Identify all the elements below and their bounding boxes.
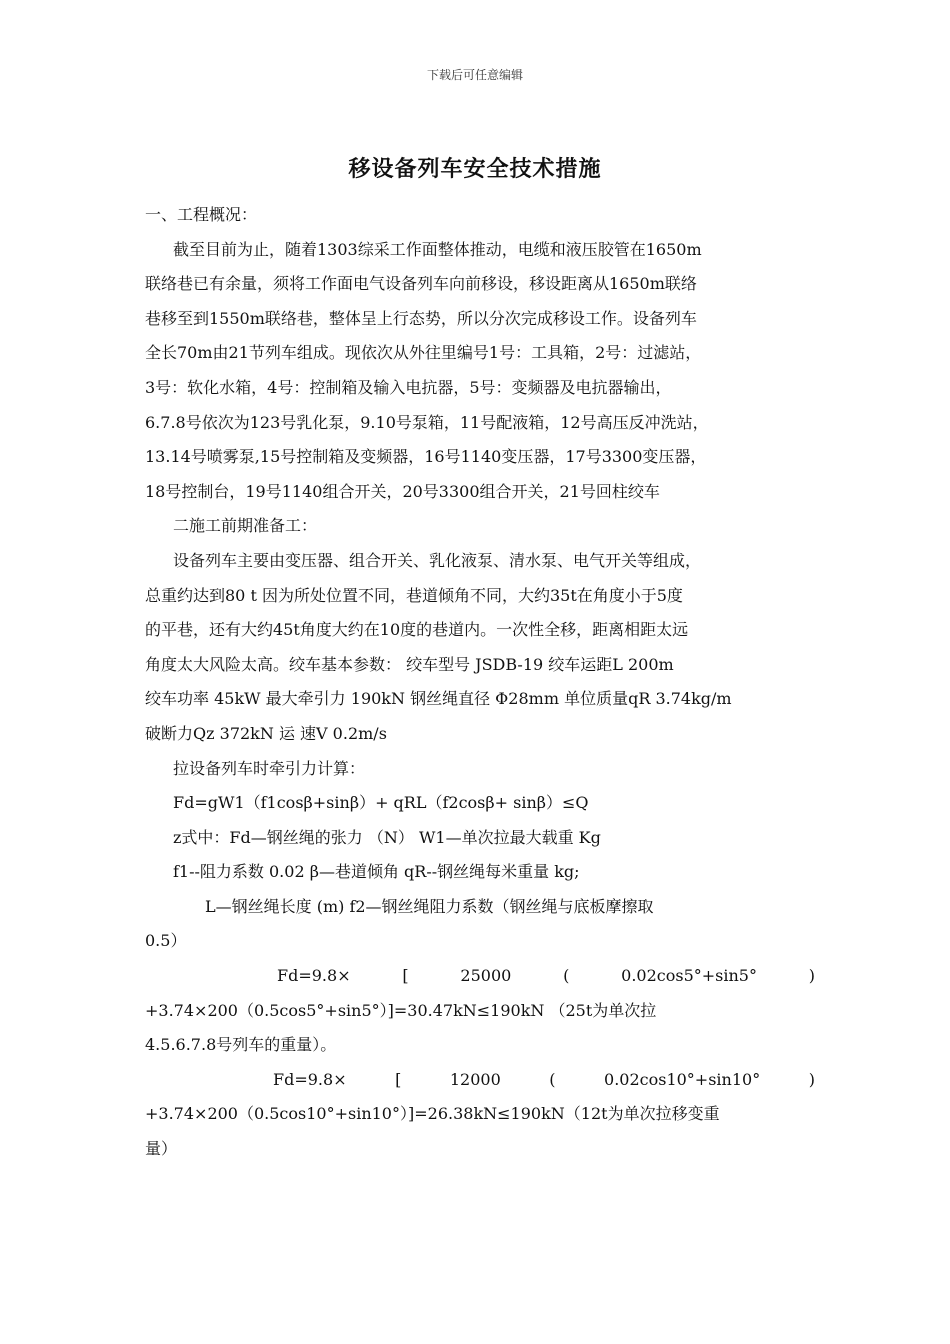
paragraph-line: 4.5.6.7.8号列车的重量）。 <box>145 1035 337 1055</box>
paragraph-line: f1--阻力系数 0.02 β—巷道倾角 qR--钢丝绳每米重量 kg; <box>173 862 580 882</box>
paragraph-line: L—钢丝绳长度 (m) f2—钢丝绳阻力系数（钢丝绳与底板摩擦取 <box>205 896 654 916</box>
formula-line <box>145 959 815 994</box>
formula-part: ( <box>563 966 570 986</box>
paragraph-line: 联络巷已有余量，须将工作面电气设备列车向前移设，移设距离从1650m联络 <box>145 274 697 294</box>
formula-part: 0.02cos10°+sin10° <box>604 1069 761 1089</box>
section-heading: 二施工前期准备工： <box>173 516 318 536</box>
paragraph-line: 拉设备列车时牵引力计算： <box>173 758 366 778</box>
formula-part: [ <box>395 1069 402 1089</box>
formula-part: 0.02cos5°+sin5° <box>621 966 757 986</box>
paragraph-line: 6.7.8号依次为123号乳化泵，9.10号泵箱，11号配液箱，12号高压反冲洗站， <box>145 412 709 432</box>
paragraph-line: 18号控制台，19号1140组合开关，20号3300组合开关，21号回柱绞车 <box>145 481 660 501</box>
paragraph-line: 3号：软化水箱，4号：控制箱及输入电抗器，5号：变频器及电抗器输出， <box>145 377 672 397</box>
paragraph-line: 巷移至到1550m联络巷，整体呈上行态势，所以分次完成移设工作。设备列车 <box>145 308 697 328</box>
formula-part: ( <box>549 1069 556 1089</box>
formula-part: ) <box>808 1069 815 1089</box>
paragraph-line: 总重约达到80 t 因为所处位置不同，巷道倾角不同，大约35t在角度小于5度 <box>145 585 683 605</box>
formula-line: Fd=gW1（f1cosβ+sinβ）+ qRL（f2cosβ+ sinβ）≤Q <box>173 793 589 813</box>
paragraph-line: 绞车功率 45kW 最大牵引力 190kN 钢丝绳直径 Φ28mm 单位质量qR 3.74kg/m <box>145 689 732 709</box>
paragraph-line: 13.14号喷雾泵,15号控制箱及变频器，16号1140变压器，17号3300变压器， <box>145 447 707 467</box>
paragraph-line: z式中：Fd—钢丝绳的张力 （N） W1—单次拉最大载重 Kg <box>173 827 601 847</box>
paragraph-line: 截至目前为止，随着1303综采工作面整体推动，电缆和液压胶管在1650m <box>173 239 702 259</box>
paragraph-line: 0.5） <box>145 931 187 951</box>
document-title: 移设备列车安全技术措施 <box>348 156 602 182</box>
formula-line: +3.74×200（0.5cos5°+sin5°）]=30.47kN≤190kN （25t为单次拉 <box>145 1000 657 1020</box>
section-heading: 一、工程概况： <box>145 205 258 224</box>
paragraph-line: 破断力Qz 372kN 运 速V 0.2m/s <box>145 723 387 743</box>
formula-line: +3.74×200（0.5cos10°+sin10°）]=26.38kN≤190kN（12t为单次拉移变重 <box>145 1104 720 1124</box>
formula-part: Fd=9.8× <box>277 966 351 986</box>
formula-part: Fd=9.8× <box>273 1069 347 1089</box>
formula-part: 25000 <box>460 966 512 986</box>
paragraph-line: 量） <box>145 1139 178 1159</box>
formula-part: [ <box>402 966 409 986</box>
page-header: 下载后可任意编辑 <box>426 68 523 82</box>
paragraph-line: 全长70m由21节列车组成。现依次从外往里编号1号：工具箱，2号：过滤站， <box>145 343 702 363</box>
paragraph-line: 角度太大风险太高。绞车基本参数： 绞车型号 JSDB-19 绞车运距L 200m <box>145 654 674 674</box>
formula-line <box>145 1063 815 1098</box>
formula-part: ) <box>808 966 815 986</box>
formula-part: 12000 <box>449 1069 501 1089</box>
document-body <box>145 198 815 1167</box>
paragraph-line: 的平巷，还有大约45t角度大约在10度的巷道内。一次性全移，距离相距太远 <box>145 620 689 640</box>
paragraph-line: 设备列车主要由变压器、组合开关、乳化液泵、清水泵、电气开关等组成， <box>173 550 702 570</box>
